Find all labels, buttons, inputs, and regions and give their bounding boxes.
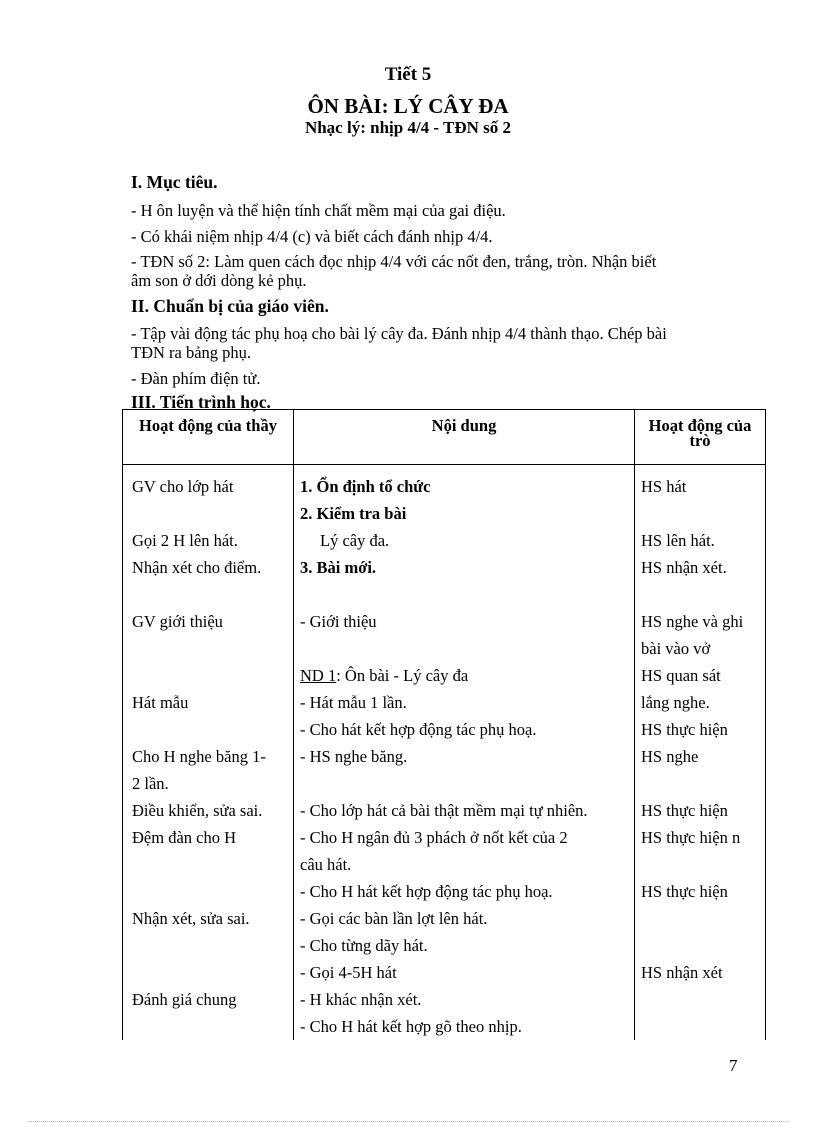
student-activity-line: HS thực hiện (641, 801, 728, 820)
teacher-activity-column (123, 465, 294, 1041)
content-line: - Gọi 4-5H hát (300, 963, 397, 982)
student-activity-line: HS nhận xét. (641, 558, 727, 577)
student-activity-line: HS thực hiện (641, 720, 728, 739)
content-line: - HS nghe băng. (300, 747, 408, 766)
objective-item: - Có khái niệm nhịp 4/4 (c) và biết cách đánh nhịp 4/4. (131, 227, 493, 246)
content-line: - Cho từng dãy hát. (300, 936, 428, 955)
table-row (123, 465, 766, 1041)
teacher-activity-line: GV giới thiệu (132, 612, 223, 631)
teacher-activity-line: Nhận xét, sửa sai. (132, 909, 250, 928)
teacher-activity-line (132, 635, 293, 662)
teacher-activity-line: Gọi 2 H lên hát. (132, 531, 238, 550)
content-line: - Cho lớp hát cả bài thật mềm mại tự nhiên. (300, 801, 588, 820)
content-line: - H khác nhận xét. (300, 990, 422, 1009)
content-line (300, 581, 634, 608)
content-line (300, 662, 634, 689)
content-line: - Cho H hát kết hợp gõ theo nhịp. (300, 1017, 522, 1036)
content-nd1-label: ND 1 (300, 666, 337, 685)
student-activity-line (641, 851, 765, 878)
header-content: Nội dung (294, 410, 635, 465)
content-line: 3. Bài mới. (300, 558, 377, 577)
page-number: 7 (729, 1056, 738, 1075)
student-activity-column (635, 465, 766, 1041)
content-line: - Giới thiệu (300, 612, 377, 631)
teacher-activity-line (132, 959, 293, 986)
teacher-activity-line: GV cho lớp hát (132, 477, 234, 496)
content-line: câu hát. (300, 855, 352, 874)
content-line (300, 770, 634, 797)
content-line: - Cho H ngân đủ 3 phách ở nốt kết của 2 (300, 828, 568, 847)
content-line: - Hát mẫu 1 lần. (300, 693, 407, 712)
objective-item: - H ôn luyện và thể hiện tính chất mềm mại của gai điệu. (131, 201, 506, 220)
table-header-row (123, 410, 766, 465)
content-line (300, 635, 634, 662)
preparation-item: - Tập vài động tác phụ hoạ cho bài lý cây đa. Đánh nhịp 4/4 thành thạo. Chép bài (131, 324, 667, 343)
teacher-activity-line: Nhận xét cho điểm. (132, 558, 262, 577)
teacher-activity-line: Điều khiển, sửa sai. (132, 801, 263, 820)
student-activity-line (641, 905, 765, 932)
teacher-activity-line: Cho H nghe băng 1- (132, 747, 266, 766)
student-activity-line: HS hát (641, 477, 687, 496)
student-activity-line (641, 581, 765, 608)
student-activity-line (641, 932, 765, 959)
header-student-activity: Hoạt động của trò (635, 410, 766, 465)
teacher-activity-line: Đánh giá chung (132, 990, 237, 1009)
student-activity-line (641, 770, 765, 797)
student-activity-line: HS thực hiện (641, 882, 728, 901)
lesson-title: ÔN BÀI: LÝ CÂY ĐA (307, 94, 509, 118)
teacher-activity-line (132, 500, 293, 527)
content-line: - Cho hát kết hợp động tác phụ hoạ. (300, 720, 537, 739)
preparation-item: - Đàn phím điện tử. (131, 369, 261, 388)
student-activity-line: bài vào vở (641, 639, 711, 658)
teacher-activity-line: Đệm đàn cho H (132, 828, 237, 847)
student-activity-line: HS thực hiện n (641, 828, 741, 847)
teacher-activity-line (132, 851, 293, 878)
lesson-number: Tiết 5 (384, 64, 432, 85)
header-teacher-activity: Hoạt động của thầy (123, 410, 294, 465)
teacher-activity-line (132, 662, 293, 689)
teacher-activity-line (132, 1013, 293, 1040)
lesson-subtitle: Nhạc lý: nhịp 4/4 - TĐN số 2 (304, 118, 512, 137)
teacher-activity-line: 2 lần. (132, 774, 169, 793)
content-line: - Cho H hát kết hợp động tác phụ hoạ. (300, 882, 553, 901)
content-column (294, 465, 635, 1041)
content-nd1-text: : Ôn bài - Lý cây đa (336, 666, 469, 685)
section-objectives-heading: I. Mục tiêu. (131, 172, 218, 192)
teacher-activity-line: Hát mẫu (132, 693, 189, 712)
content-line: - Gọi các bàn lần lợt lên hát. (300, 909, 488, 928)
student-activity-line: lắng nghe. (641, 693, 710, 712)
teacher-activity-line (132, 581, 293, 608)
section-preparation-heading: II. Chuẩn bị của giáo viên. (131, 296, 329, 316)
student-activity-line: HS lên hát. (641, 531, 715, 550)
student-activity-line: HS nhận xét (641, 963, 723, 982)
section-process-heading: III. Tiến trình học. (131, 392, 271, 412)
content-line: 1. Ổn định tổ chức (300, 477, 431, 496)
objective-item-continued: âm son ở dới dòng kẻ phụ. (131, 271, 307, 290)
teacher-activity-line (132, 716, 293, 743)
student-activity-line: HS quan sát (641, 666, 721, 685)
student-activity-line (641, 500, 765, 527)
lesson-plan-table (122, 409, 766, 1040)
student-activity-line: HS nghe (641, 747, 699, 766)
student-activity-line (641, 986, 765, 1013)
objective-item: - TĐN số 2: Làm quen cách đọc nhịp 4/4 với các nốt đen, trắng, tròn. Nhận biết (131, 252, 657, 271)
student-activity-line: HS nghe và ghi (641, 612, 744, 631)
teacher-activity-line (132, 932, 293, 959)
teacher-activity-line (132, 878, 293, 905)
content-line: Lý cây đa. (320, 531, 390, 550)
student-activity-line (641, 1013, 765, 1040)
content-line: 2. Kiểm tra bài (300, 504, 407, 523)
preparation-item-continued: TĐN ra bảng phụ. (131, 343, 252, 362)
page-bottom-divider (28, 1121, 788, 1122)
